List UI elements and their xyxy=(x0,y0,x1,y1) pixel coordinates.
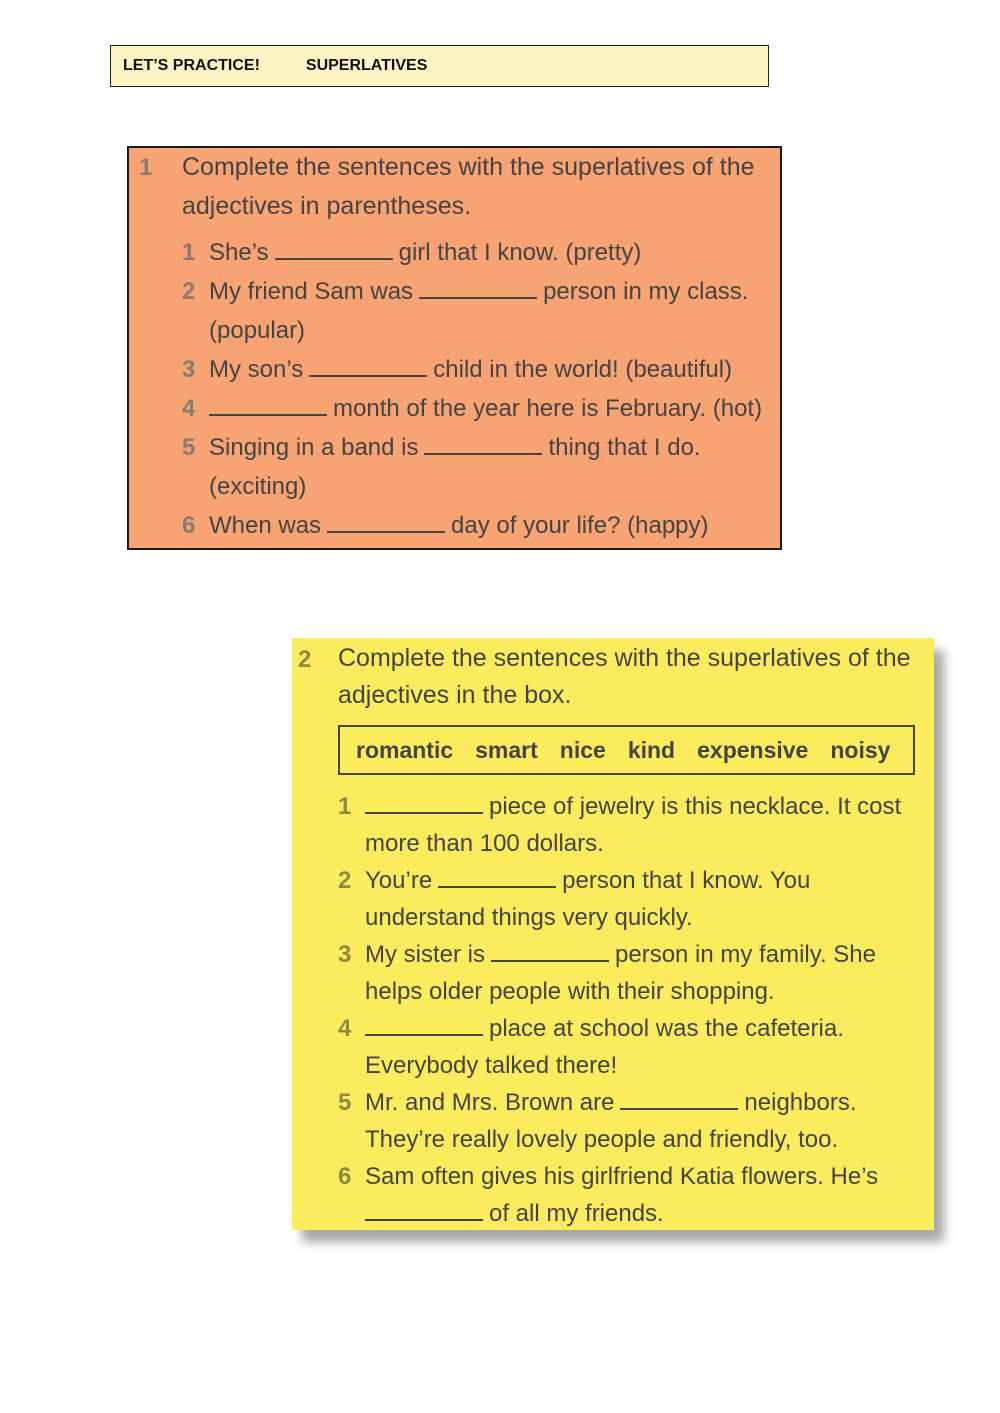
exercise-2-item-4 xyxy=(338,1010,918,1084)
item-text-before: My friend Sam was xyxy=(209,278,414,305)
item-text-after: place at school was the cafeteria. Everybody talked there! xyxy=(365,1015,844,1079)
exercise-1-item-3 xyxy=(182,350,772,389)
answer-blank[interactable] xyxy=(309,374,427,377)
item-text-before: When was xyxy=(209,512,322,539)
header-topic: SUPERLATIVES xyxy=(305,57,428,74)
item-text-after: day of your life? (happy) xyxy=(451,512,709,539)
item-text-after: person in my family. She helps older people with their shopping. xyxy=(365,941,876,1005)
item-text-before: My sister is xyxy=(365,941,485,968)
answer-blank[interactable] xyxy=(365,811,483,814)
answer-blank[interactable] xyxy=(491,959,609,962)
item-text-before: You’re xyxy=(365,867,433,894)
exercise-2-number: 2 xyxy=(298,646,312,673)
word-bank-item: romantic xyxy=(356,736,454,763)
exercise-1-item-6 xyxy=(182,506,772,545)
word-bank xyxy=(338,725,915,775)
exercise-2-item-1 xyxy=(338,788,918,862)
item-text-after: piece of jewelry is this necklace. It cost more than 100 dollars. xyxy=(365,793,902,857)
exercise-2-panel xyxy=(292,638,934,1230)
item-text-after: month of the year here is February. (hot) xyxy=(333,395,763,422)
item-text-before: Sam often gives his girlfriend Katia flowers. He’s xyxy=(365,1163,879,1190)
item-text-after: thing that I do. (exciting) xyxy=(209,434,701,500)
answer-blank[interactable] xyxy=(327,530,445,533)
item-text-before: Mr. and Mrs. Brown are xyxy=(365,1089,615,1116)
exercise-1-panel xyxy=(127,146,782,550)
exercise-2-item-2 xyxy=(338,862,918,936)
exercise-1-item-5 xyxy=(182,428,772,506)
word-bank-item: smart xyxy=(475,736,538,763)
answer-blank[interactable] xyxy=(209,413,327,416)
answer-blank[interactable] xyxy=(365,1218,483,1221)
item-text-before: Singing in a band is xyxy=(209,434,419,461)
item-text-after: person that I know. You understand things very quickly. xyxy=(365,867,811,931)
exercise-2-item-5 xyxy=(338,1084,918,1158)
exercise-1-item-1 xyxy=(182,233,772,272)
exercise-2-instruction: Complete the sentences with the superlatives of the adjectives in the box. xyxy=(338,644,911,709)
item-number: 1 xyxy=(338,793,352,820)
item-number: 5 xyxy=(182,434,196,461)
item-text-before: She’s xyxy=(209,239,269,266)
item-number: 3 xyxy=(182,356,196,383)
item-number: 4 xyxy=(182,395,196,422)
item-text-before: My son’s xyxy=(209,356,304,383)
header-title: LET’S PRACTICE! xyxy=(123,57,260,74)
item-number: 3 xyxy=(338,941,352,968)
exercise-1-number: 1 xyxy=(139,154,153,181)
answer-blank[interactable] xyxy=(424,452,542,455)
item-text-after: neighbors. They’re really lovely people and friendly, too. xyxy=(365,1089,857,1153)
item-text-after: person in my class. (popular) xyxy=(209,278,749,344)
answer-blank[interactable] xyxy=(365,1033,483,1036)
answer-blank[interactable] xyxy=(419,296,537,299)
item-number: 1 xyxy=(182,239,196,266)
exercise-1-item-2 xyxy=(182,272,772,350)
answer-blank[interactable] xyxy=(620,1107,738,1110)
word-bank-item: nice xyxy=(559,736,606,763)
word-bank-item: kind xyxy=(627,736,676,763)
exercise-2-item-6 xyxy=(338,1158,918,1232)
item-number: 2 xyxy=(182,278,196,305)
item-number: 4 xyxy=(338,1015,352,1042)
answer-blank[interactable] xyxy=(275,257,393,260)
item-text-after: child in the world! (beautiful) xyxy=(433,356,733,383)
item-text-after: of all my friends. xyxy=(489,1200,664,1227)
worksheet-header xyxy=(110,45,769,87)
item-number: 2 xyxy=(338,867,352,894)
word-bank-item: expensive xyxy=(697,736,809,763)
exercise-2-item-3 xyxy=(338,936,918,1010)
item-number: 6 xyxy=(182,512,196,539)
exercise-1-instruction: Complete the sentences with the superlatives of the adjectives in parentheses. xyxy=(182,153,755,220)
word-bank-item: noisy xyxy=(830,736,891,763)
exercise-1-list xyxy=(182,233,772,545)
answer-blank[interactable] xyxy=(438,885,556,888)
exercise-2-list xyxy=(338,788,918,1232)
item-text-after: girl that I know. (pretty) xyxy=(398,239,642,266)
exercise-1-item-4 xyxy=(182,389,772,428)
item-number: 5 xyxy=(338,1089,352,1116)
item-number: 6 xyxy=(338,1163,352,1190)
